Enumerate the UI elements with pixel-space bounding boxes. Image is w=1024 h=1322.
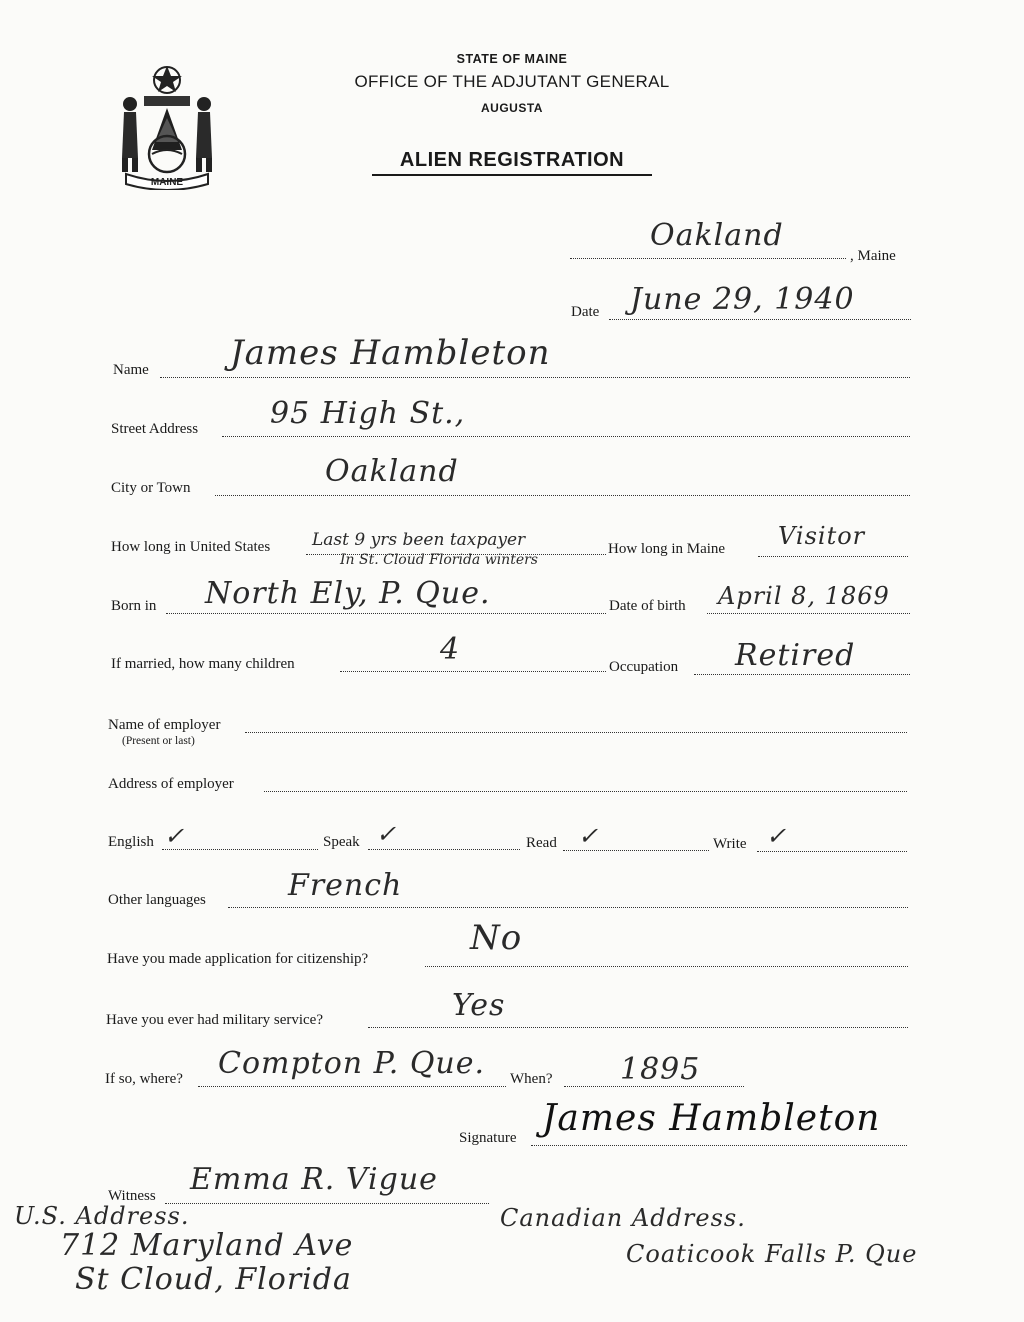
citizenship-entry: No [470, 918, 523, 958]
how-long-maine-line [758, 556, 908, 557]
children-entry: 4 [440, 632, 461, 667]
witness-line [165, 1203, 489, 1204]
speak-label: Speak [323, 834, 360, 850]
form-title: ALIEN REGISTRATION [372, 149, 652, 176]
how-long-maine-label: How long in Maine [608, 541, 726, 557]
speak-entry: ✓ [376, 820, 398, 848]
canadian-address-heading: Canadian Address. [500, 1204, 746, 1232]
us-address-street: 712 Maryland Ave [60, 1228, 354, 1263]
read-label: Read [526, 835, 557, 851]
military-label: Have you ever had military service? [106, 1012, 323, 1028]
employer-address-label: Address of employer [108, 776, 234, 792]
english-line [162, 849, 318, 850]
employer-label: Name of employer [108, 717, 221, 733]
born-in-label: Born in [111, 598, 157, 614]
citizenship-label: Have you made application for citizenship? [107, 951, 369, 967]
header-state: STATE OF MAINE [456, 52, 568, 66]
military-entry: Yes [452, 988, 506, 1023]
how-long-us-label: How long in United States [111, 539, 271, 555]
english-label: English [108, 834, 154, 850]
children-label: If married, how many children [111, 656, 295, 672]
write-line [757, 851, 907, 852]
occupation-line [694, 674, 910, 675]
born-in-entry: North Ely, P. Que. [205, 576, 491, 611]
date-line [609, 319, 911, 320]
how-long-us-entry-1: Last 9 yrs been taxpayer [312, 530, 526, 550]
other-languages-entry: French [288, 868, 403, 903]
other-languages-label: Other languages [108, 892, 206, 908]
date-entry: June 29, 1940 [630, 282, 855, 317]
us-address-heading: U.S. Address. [14, 1202, 190, 1230]
dob-entry: April 8, 1869 [718, 582, 890, 610]
military-line [368, 1027, 908, 1028]
read-entry: ✓ [578, 822, 600, 850]
where-entry: Compton P. Que. [218, 1046, 486, 1081]
header-city: AUGUSTA [481, 101, 543, 115]
header-office: OFFICE OF THE ADJUTANT GENERAL [354, 72, 670, 91]
read-line [563, 850, 709, 851]
seal-ribbon-text: MAINE [150, 177, 184, 188]
street-label: Street Address [111, 421, 199, 437]
where-line [198, 1086, 506, 1087]
children-line [340, 671, 606, 672]
maine-label: , Maine [850, 248, 896, 264]
us-address-city: St Cloud, Florida [75, 1262, 352, 1297]
citizenship-line [425, 966, 908, 967]
witness-label: Witness [108, 1188, 156, 1204]
employer-sublabel: (Present or last) [122, 735, 195, 747]
street-entry: 95 High St., [270, 396, 466, 431]
street-line [222, 436, 910, 437]
how-long-us-entry-2: In St. Cloud Florida winters [340, 552, 538, 568]
witness-entry: Emma R. Vigue [190, 1162, 438, 1197]
dob-line [707, 613, 910, 614]
city-entry: Oakland [325, 454, 459, 489]
speak-line [368, 849, 520, 850]
how-long-maine-entry: Visitor [778, 522, 866, 550]
dob-label: Date of birth [609, 598, 686, 614]
other-languages-line [228, 907, 908, 908]
town-entry: Oakland [650, 218, 784, 253]
born-in-line [166, 613, 606, 614]
when-entry: 1895 [620, 1052, 701, 1087]
name-entry: James Hambleton [230, 333, 551, 373]
where-label: If so, where? [105, 1071, 183, 1087]
write-entry: ✓ [766, 822, 788, 850]
occupation-label: Occupation [609, 659, 679, 675]
city-line [215, 495, 910, 496]
english-entry: ✓ [164, 822, 186, 850]
date-label: Date [571, 304, 600, 320]
canadian-address-line: Coaticook Falls P. Que [626, 1240, 918, 1268]
employer-line [245, 732, 907, 733]
city-label: City or Town [111, 480, 191, 496]
name-line [160, 377, 910, 378]
occupation-entry: Retired [735, 638, 856, 673]
when-label: When? [510, 1071, 553, 1087]
write-label: Write [713, 836, 747, 852]
name-label: Name [113, 362, 149, 378]
signature-entry: James Hambleton [542, 1098, 881, 1139]
signature-line [531, 1145, 907, 1146]
town-line [570, 258, 846, 259]
employer-address-line [264, 791, 907, 792]
signature-label: Signature [459, 1130, 517, 1146]
